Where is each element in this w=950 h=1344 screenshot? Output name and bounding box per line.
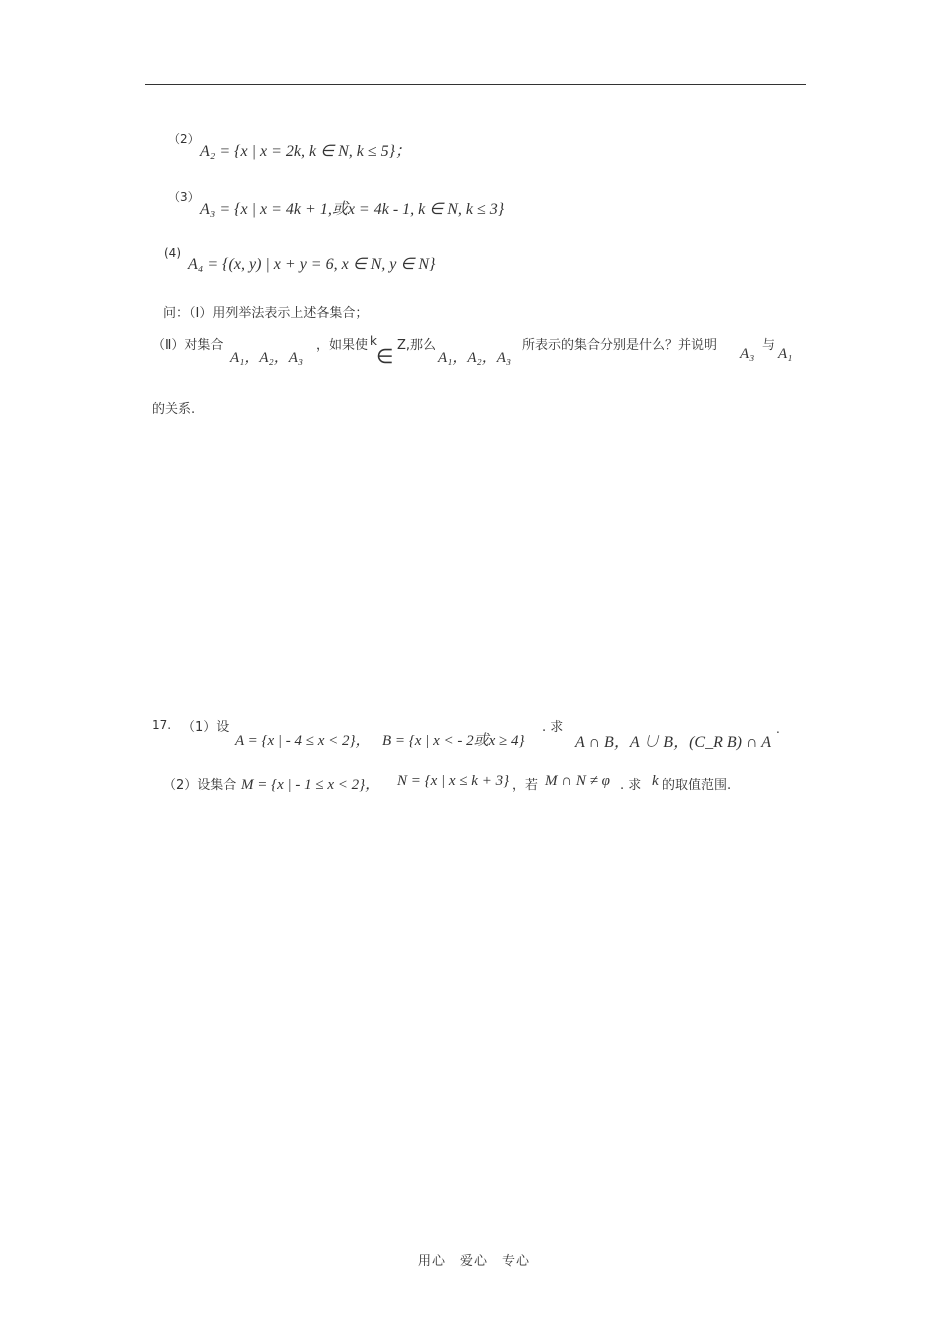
problem-17-condition: M ∩ N ≠ φ	[545, 773, 610, 789]
question-2-sets-2: A₁，A₂，A₃	[438, 350, 512, 366]
problem-17-end: 的取值范围.	[662, 778, 732, 793]
problem-17-set-n: N = {x | x ≤ k + 3}	[397, 773, 510, 789]
question-2-end: 的关系.	[152, 402, 196, 417]
question-2-mid: ，如果使	[316, 338, 369, 353]
question-2-a3: A₃	[740, 346, 755, 362]
question-2-sets-1: A₁，A₂，A₃	[230, 350, 304, 366]
problem-17-operations: A ∩ B，A ∪ B，(C_R B) ∩ A	[575, 734, 771, 751]
problem-17-number: 17.	[152, 718, 172, 732]
footer-text: 用心 爱心 专心	[418, 1254, 531, 1269]
problem-17-part2-label: （2）设集合	[163, 778, 237, 793]
problem-17-ask: . 求	[620, 778, 642, 793]
item-3-formula: A₃ = {x | x = 4k + 1,或x = 4k - 1, k ∈ N, k ≤ 3}	[200, 201, 505, 218]
problem-17-k: k	[652, 773, 659, 789]
problem-17-set-m: M = {x | - 1 ≤ x < 2}，	[241, 777, 381, 793]
problem-17-set-a: A = {x | - 4 ≤ x < 2}，	[235, 733, 371, 749]
question-2-suffix: 所表示的集合分别是什么？并说明	[522, 338, 718, 353]
problem-17-period: .	[776, 722, 780, 736]
item-3-label: （3）	[168, 190, 200, 204]
question-2-a1: A₁	[778, 346, 793, 362]
item-4-formula: A₄ = {(x, y) | x + y = 6, x ∈ N, y ∈ N}	[188, 256, 436, 273]
problem-17-qiu: . 求	[542, 720, 564, 735]
problem-17-set-b: B = {x | x < - 2或x ≥ 4}	[382, 733, 525, 749]
problem-17-part1-label: （1）设	[182, 720, 230, 735]
question-2-k: k	[370, 334, 377, 348]
question-1: 问：（Ⅰ）用列举法表示上述各集合；	[163, 306, 369, 321]
question-2-z: Z,那么	[397, 338, 437, 353]
item-4-label: (4)	[164, 246, 181, 260]
question-2-prefix: （Ⅱ）对集合	[152, 338, 224, 353]
item-2-formula: A₂ = {x | x = 2k, k ∈ N, k ≤ 5}；	[200, 143, 412, 160]
header-rule	[145, 84, 806, 85]
problem-17-if: ，若	[512, 778, 539, 793]
question-2-yu: 与	[762, 338, 776, 353]
item-2-label: （2）	[168, 132, 200, 146]
question-2-element-of: ∈	[376, 346, 394, 368]
